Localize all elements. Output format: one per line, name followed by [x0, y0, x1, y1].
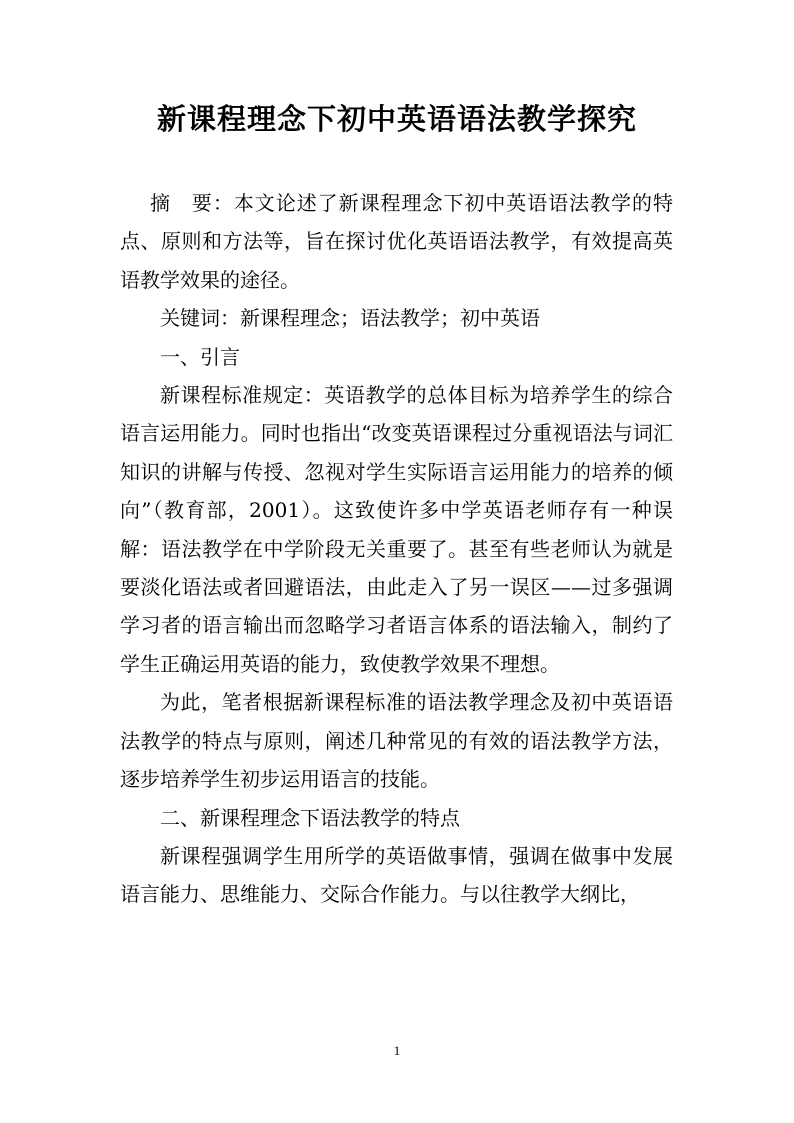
- section-heading-features: 二、新课程理念下语法教学的特点: [160, 805, 460, 830]
- body-paragraph: 新课程标准规定：英语教学的总体目标为培养学生的综合语言运用能力。同时也指出“改变英语课程过分重视语法与词汇知识的讲解与传授、忽视对学生实际语言运用能力的培养的倾向”（教育部，2001）。这致使许多中学英语老师存有一种误解：语法教学在中学阶段无关重要了。甚至有些老师认为就是要淡化语法或者回避语法，由此走入了另一误区——过多强调学习者的语言输出而忽略学习者语言体系的语法输入，制约了学生正确运用英语的能力，致使教学效果不理想。: [120, 383, 673, 676]
- body-paragraph: 新课程强调学生用所学的英语做事情，强调在做事中发展语言能力、思维能力、交际合作能力。与以往教学大纲比，: [120, 843, 673, 907]
- abstract-paragraph: 摘 要：本文论述了新课程理念下初中英语语法教学的特点、原则和方法等，旨在探讨优化英语语法教学，有效提高英语教学效果的途径。: [120, 191, 673, 292]
- keywords-line: 关键词：新课程理念；语法教学；初中英语: [160, 306, 540, 331]
- page-number: 1: [393, 1043, 401, 1058]
- document-title: 新课程理念下初中英语语法教学探究: [156, 102, 637, 136]
- section-heading-introduction: 一、引言: [160, 344, 240, 369]
- body-paragraph: 为此，笔者根据新课程标准的语法教学理念及初中英语语法教学的特点与原则，阐述几种常见的有效的语法教学方法，逐步培养学生初步运用语言的技能。: [120, 690, 673, 792]
- document-body: [120, 184, 673, 914]
